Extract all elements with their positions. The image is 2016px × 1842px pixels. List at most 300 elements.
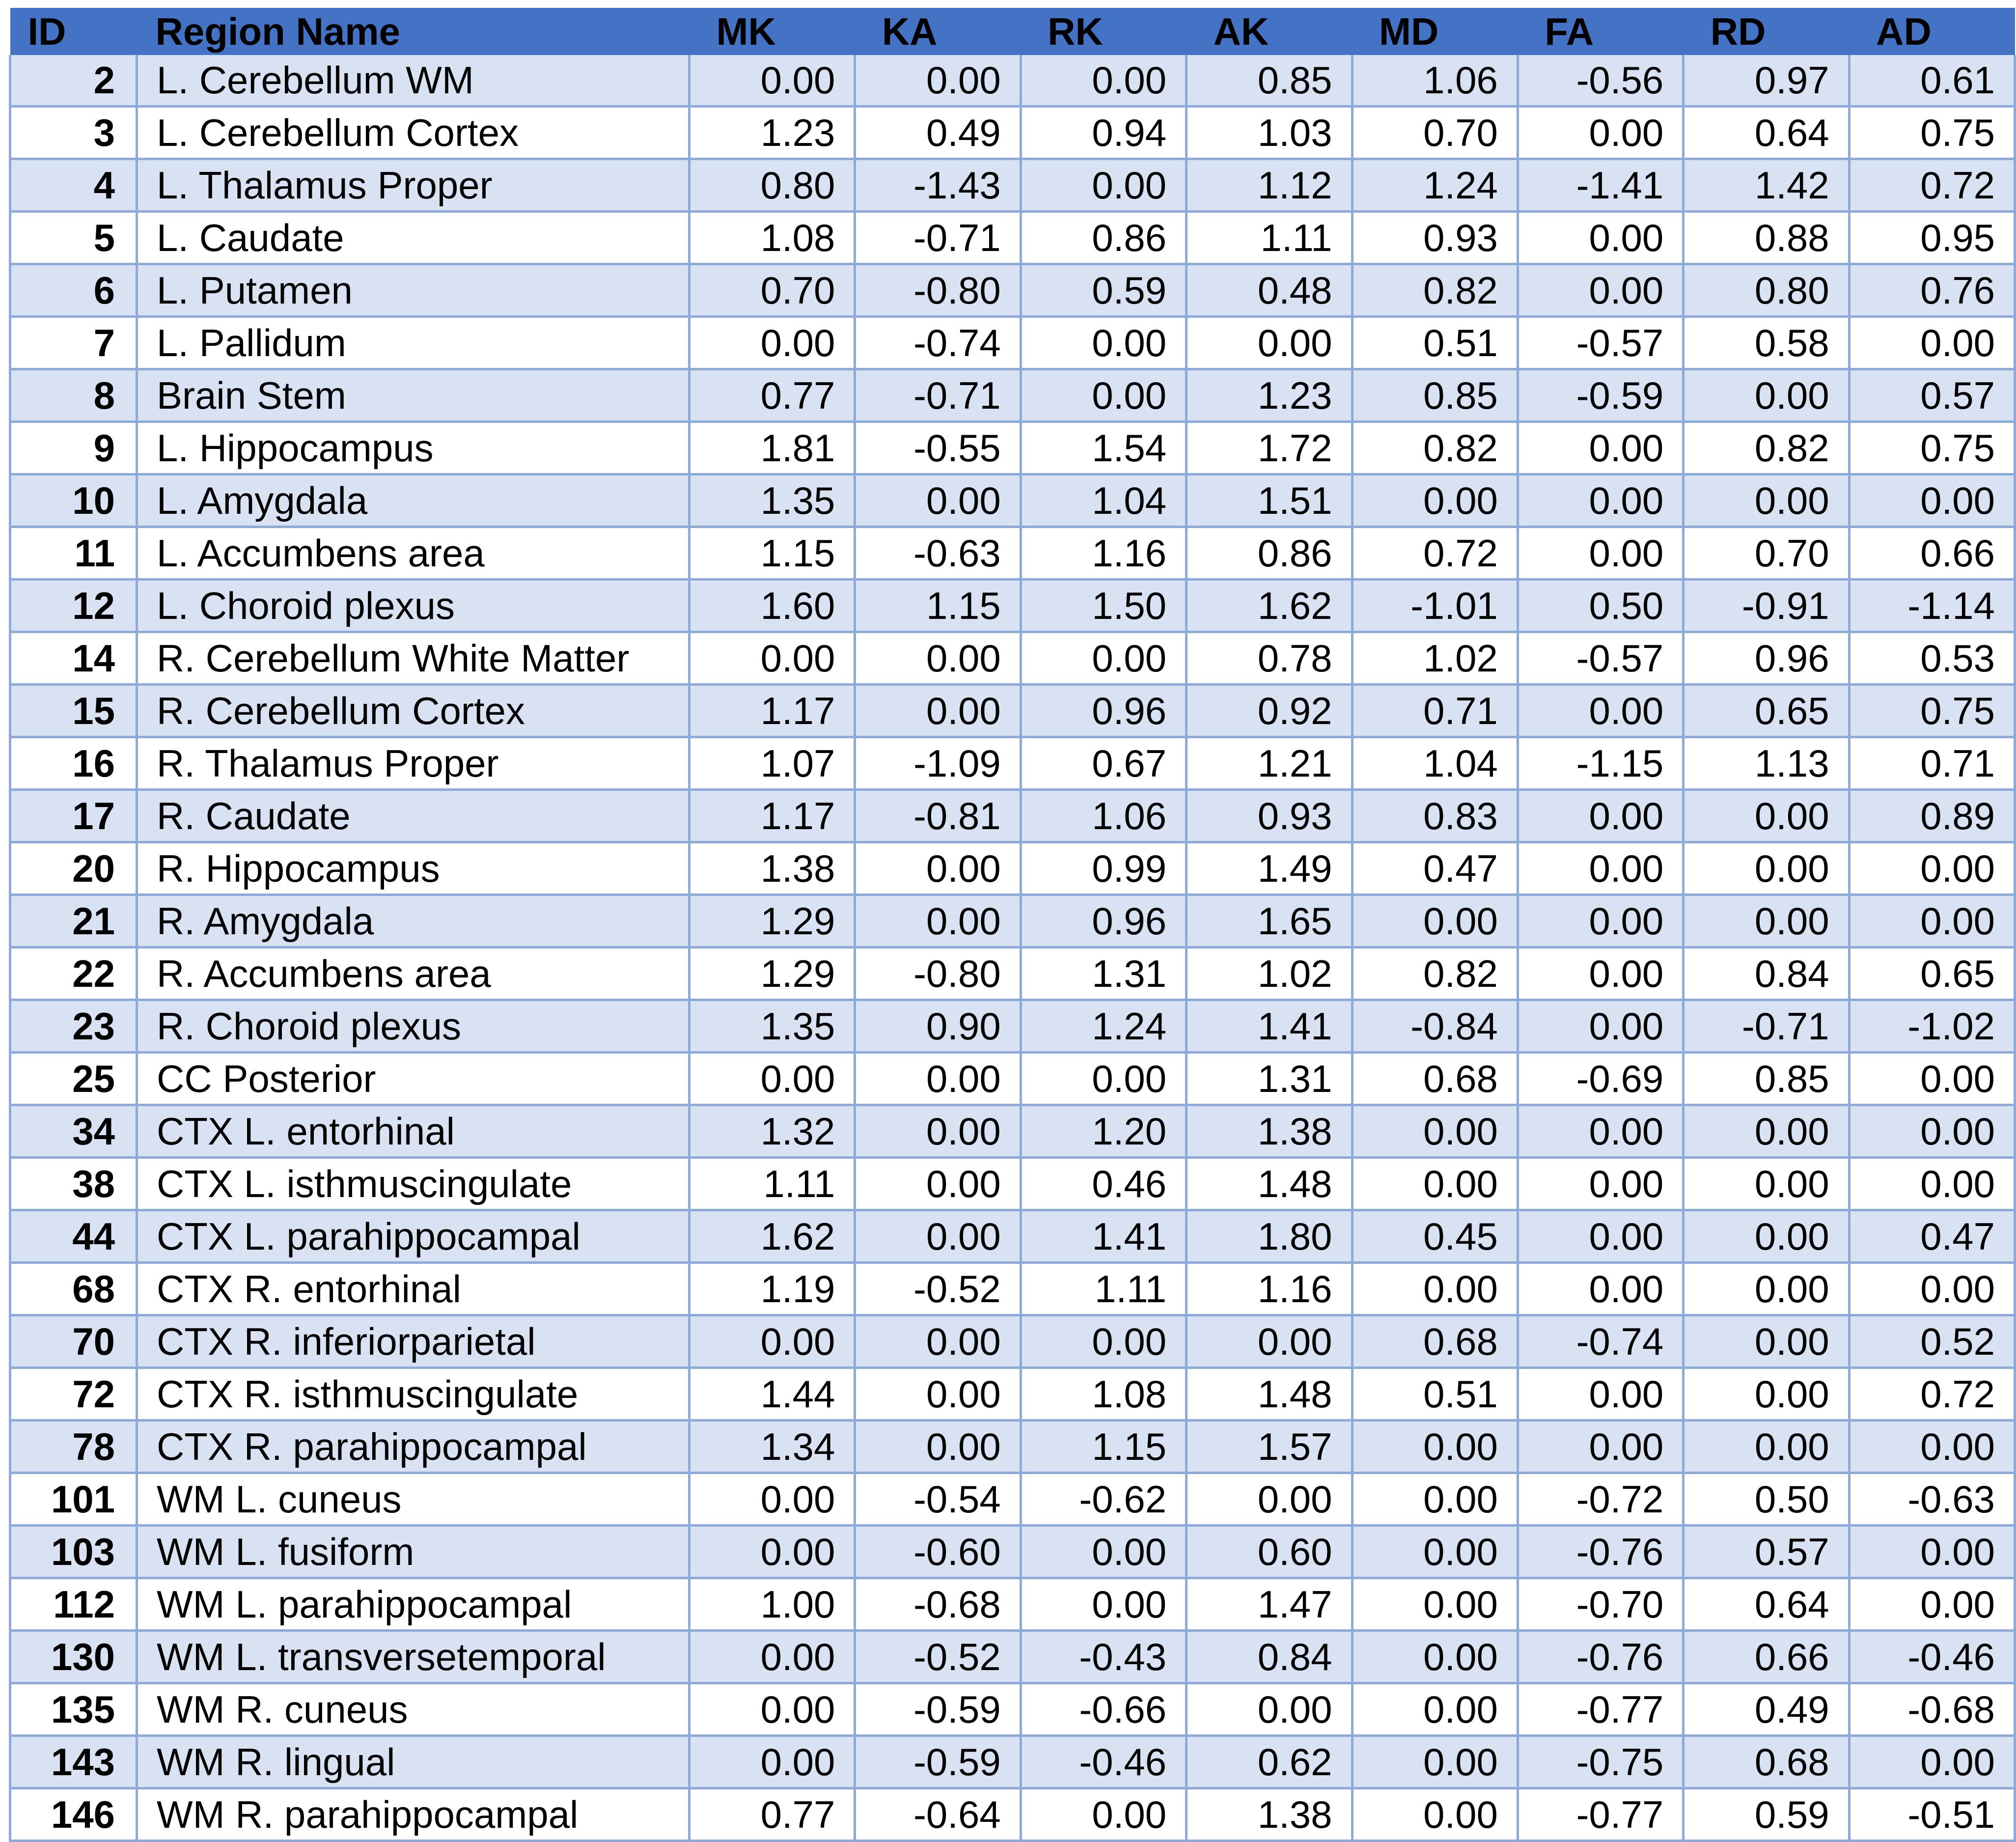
cell-rd: 0.00 — [1684, 1421, 1849, 1473]
cell-md: 0.71 — [1352, 685, 1518, 737]
table-row — [10, 317, 2015, 369]
cell-ka: 0.00 — [855, 632, 1021, 685]
cell-rd: 1.42 — [1684, 159, 1849, 212]
cell-rk: 0.96 — [1021, 895, 1186, 948]
cell-mk: 1.29 — [690, 948, 855, 1000]
cell-ad: 0.75 — [1849, 107, 2015, 159]
table-row — [10, 159, 2015, 212]
cell-md: 1.06 — [1352, 55, 1518, 107]
table-row — [10, 1473, 2015, 1526]
cell-fa: 0.00 — [1518, 842, 1683, 895]
cell-fa: -0.69 — [1518, 1053, 1683, 1105]
cell-fa: -1.41 — [1518, 159, 1683, 212]
cell-region-name: R. Thalamus Proper — [137, 737, 690, 790]
cell-id: 135 — [10, 1683, 137, 1736]
table-row — [10, 790, 2015, 842]
cell-mk: 1.60 — [690, 580, 855, 632]
cell-fa: -0.72 — [1518, 1473, 1683, 1526]
cell-ka: 0.00 — [855, 55, 1021, 107]
cell-mk: 1.35 — [690, 1000, 855, 1053]
table-row — [10, 1631, 2015, 1683]
cell-fa: 0.00 — [1518, 107, 1683, 159]
cell-fa: -0.77 — [1518, 1788, 1683, 1841]
cell-region-name: WM R. cuneus — [137, 1683, 690, 1736]
cell-mk: 0.00 — [690, 1683, 855, 1736]
cell-fa: 0.00 — [1518, 1368, 1683, 1421]
cell-mk: 1.81 — [690, 422, 855, 474]
cell-fa: -0.57 — [1518, 632, 1683, 685]
cell-id: 21 — [10, 895, 137, 948]
cell-rd: 0.00 — [1684, 842, 1849, 895]
cell-ad: 0.00 — [1849, 1105, 2015, 1158]
cell-rd: 0.88 — [1684, 212, 1849, 264]
cell-rd: 0.64 — [1684, 1578, 1849, 1631]
cell-ad: 0.71 — [1849, 737, 2015, 790]
cell-ad: 0.53 — [1849, 632, 2015, 685]
table-row — [10, 1105, 2015, 1158]
cell-rk: 0.86 — [1021, 212, 1186, 264]
cell-fa: 0.00 — [1518, 474, 1683, 527]
cell-ad: -0.46 — [1849, 1631, 2015, 1683]
cell-region-name: R. Choroid plexus — [137, 1000, 690, 1053]
cell-id: 15 — [10, 685, 137, 737]
cell-region-name: L. Hippocampus — [137, 422, 690, 474]
column-header-md: MD — [1352, 8, 1518, 55]
table-row — [10, 685, 2015, 737]
cell-ak: 1.11 — [1187, 212, 1352, 264]
cell-md: 0.68 — [1352, 1315, 1518, 1368]
cell-mk: 0.00 — [690, 1736, 855, 1788]
cell-ka: -0.55 — [855, 422, 1021, 474]
cell-rk: 0.00 — [1021, 1315, 1186, 1368]
cell-id: 23 — [10, 1000, 137, 1053]
cell-ak: 1.02 — [1187, 948, 1352, 1000]
cell-md: 0.00 — [1352, 1683, 1518, 1736]
cell-rk: 1.06 — [1021, 790, 1186, 842]
cell-id: 78 — [10, 1421, 137, 1473]
cell-region-name: R. Accumbens area — [137, 948, 690, 1000]
cell-ka: -0.52 — [855, 1631, 1021, 1683]
cell-md: 0.00 — [1352, 1105, 1518, 1158]
cell-fa: -0.70 — [1518, 1578, 1683, 1631]
cell-ka: 0.00 — [855, 895, 1021, 948]
cell-ka: 0.49 — [855, 107, 1021, 159]
cell-fa: -0.75 — [1518, 1736, 1683, 1788]
cell-md: 0.82 — [1352, 948, 1518, 1000]
cell-ka: -0.80 — [855, 948, 1021, 1000]
cell-ka: -0.52 — [855, 1263, 1021, 1315]
cell-fa: 0.00 — [1518, 790, 1683, 842]
cell-ka: -0.71 — [855, 212, 1021, 264]
cell-md: 1.04 — [1352, 737, 1518, 790]
cell-ak: 0.00 — [1187, 1315, 1352, 1368]
cell-ka: -0.71 — [855, 369, 1021, 422]
header-row — [10, 8, 2015, 55]
cell-fa: -0.59 — [1518, 369, 1683, 422]
cell-fa: -0.57 — [1518, 317, 1683, 369]
cell-ad: 0.00 — [1849, 895, 2015, 948]
cell-ad: 0.89 — [1849, 790, 2015, 842]
cell-rk: 1.15 — [1021, 1421, 1186, 1473]
cell-ka: -0.68 — [855, 1578, 1021, 1631]
cell-id: 130 — [10, 1631, 137, 1683]
cell-ak: 0.60 — [1187, 1526, 1352, 1578]
cell-region-name: WM L. transversetemporal — [137, 1631, 690, 1683]
cell-ad: 0.00 — [1849, 474, 2015, 527]
cell-fa: 0.00 — [1518, 1210, 1683, 1263]
cell-region-name: CTX L. isthmuscingulate — [137, 1158, 690, 1210]
cell-ka: -0.54 — [855, 1473, 1021, 1526]
cell-ka: -0.74 — [855, 317, 1021, 369]
cell-mk: 1.32 — [690, 1105, 855, 1158]
cell-rd: 0.59 — [1684, 1788, 1849, 1841]
cell-region-name: Brain Stem — [137, 369, 690, 422]
cell-ka: 0.00 — [855, 474, 1021, 527]
cell-ak: 1.38 — [1187, 1105, 1352, 1158]
cell-ak: 1.41 — [1187, 1000, 1352, 1053]
cell-ak: 0.00 — [1187, 317, 1352, 369]
cell-ad: 0.52 — [1849, 1315, 2015, 1368]
cell-fa: 0.00 — [1518, 1421, 1683, 1473]
cell-rd: 0.58 — [1684, 317, 1849, 369]
cell-md: 0.00 — [1352, 1263, 1518, 1315]
cell-id: 101 — [10, 1473, 137, 1526]
cell-rk: 1.54 — [1021, 422, 1186, 474]
column-header-mk: MK — [690, 8, 855, 55]
cell-region-name: R. Hippocampus — [137, 842, 690, 895]
cell-id: 7 — [10, 317, 137, 369]
cell-rk: 0.00 — [1021, 317, 1186, 369]
cell-ad: 0.00 — [1849, 842, 2015, 895]
cell-id: 103 — [10, 1526, 137, 1578]
cell-mk: 1.38 — [690, 842, 855, 895]
region-metrics-table — [9, 8, 2016, 1842]
table-row — [10, 1683, 2015, 1736]
cell-ka: 0.90 — [855, 1000, 1021, 1053]
cell-region-name: L. Cerebellum WM — [137, 55, 690, 107]
cell-ad: 0.00 — [1849, 1263, 2015, 1315]
cell-mk: 1.08 — [690, 212, 855, 264]
cell-rk: -0.43 — [1021, 1631, 1186, 1683]
cell-ad: -1.02 — [1849, 1000, 2015, 1053]
cell-id: 20 — [10, 842, 137, 895]
cell-rd: -0.71 — [1684, 1000, 1849, 1053]
cell-ad: 0.00 — [1849, 1526, 2015, 1578]
cell-id: 2 — [10, 55, 137, 107]
cell-md: 0.45 — [1352, 1210, 1518, 1263]
cell-ka: 0.00 — [855, 1105, 1021, 1158]
cell-ak: 0.00 — [1187, 1473, 1352, 1526]
cell-fa: 0.00 — [1518, 1158, 1683, 1210]
cell-region-name: L. Putamen — [137, 264, 690, 317]
cell-md: 0.00 — [1352, 1526, 1518, 1578]
cell-id: 11 — [10, 527, 137, 580]
cell-rk: 0.00 — [1021, 1053, 1186, 1105]
column-header-rd: RD — [1684, 8, 1849, 55]
cell-ad: 0.65 — [1849, 948, 2015, 1000]
table-row — [10, 527, 2015, 580]
cell-fa: 0.00 — [1518, 264, 1683, 317]
cell-rk: 0.67 — [1021, 737, 1186, 790]
cell-region-name: WM R. parahippocampal — [137, 1788, 690, 1841]
cell-region-name: WM L. parahippocampal — [137, 1578, 690, 1631]
cell-rd: 0.65 — [1684, 685, 1849, 737]
cell-md: 0.82 — [1352, 264, 1518, 317]
cell-rk: 0.00 — [1021, 159, 1186, 212]
cell-fa: 0.00 — [1518, 895, 1683, 948]
cell-region-name: WM L. fusiform — [137, 1526, 690, 1578]
cell-mk: 1.34 — [690, 1421, 855, 1473]
cell-rk: 1.31 — [1021, 948, 1186, 1000]
table-row — [10, 1578, 2015, 1631]
table-body — [10, 55, 2015, 1841]
cell-ad: -0.68 — [1849, 1683, 2015, 1736]
cell-ak: 1.03 — [1187, 107, 1352, 159]
cell-mk: 1.23 — [690, 107, 855, 159]
table-row — [10, 1788, 2015, 1841]
cell-rd: 1.13 — [1684, 737, 1849, 790]
cell-id: 3 — [10, 107, 137, 159]
table-row — [10, 1263, 2015, 1315]
cell-ka: 0.00 — [855, 1210, 1021, 1263]
cell-ad: 0.00 — [1849, 1053, 2015, 1105]
cell-mk: 1.35 — [690, 474, 855, 527]
cell-md: 0.00 — [1352, 1736, 1518, 1788]
cell-ka: -0.59 — [855, 1736, 1021, 1788]
cell-id: 22 — [10, 948, 137, 1000]
cell-rd: 0.64 — [1684, 107, 1849, 159]
cell-fa: -1.15 — [1518, 737, 1683, 790]
cell-md: 0.93 — [1352, 212, 1518, 264]
cell-rd: 0.00 — [1684, 895, 1849, 948]
cell-md: 0.00 — [1352, 1578, 1518, 1631]
cell-id: 146 — [10, 1788, 137, 1841]
cell-ak: 1.12 — [1187, 159, 1352, 212]
cell-mk: 1.15 — [690, 527, 855, 580]
cell-ad: -0.63 — [1849, 1473, 2015, 1526]
cell-rk: 0.00 — [1021, 1788, 1186, 1841]
cell-ad: -1.14 — [1849, 580, 2015, 632]
cell-id: 4 — [10, 159, 137, 212]
cell-fa: -0.76 — [1518, 1526, 1683, 1578]
cell-md: 1.02 — [1352, 632, 1518, 685]
cell-md: 0.68 — [1352, 1053, 1518, 1105]
table-row — [10, 737, 2015, 790]
table-row — [10, 580, 2015, 632]
cell-region-name: L. Accumbens area — [137, 527, 690, 580]
table-row — [10, 632, 2015, 685]
cell-ka: -0.80 — [855, 264, 1021, 317]
cell-mk: 0.00 — [690, 1473, 855, 1526]
cell-ad: 0.66 — [1849, 527, 2015, 580]
cell-ak: 0.78 — [1187, 632, 1352, 685]
cell-rd: 0.57 — [1684, 1526, 1849, 1578]
table-row — [10, 1736, 2015, 1788]
cell-mk: 1.07 — [690, 737, 855, 790]
cell-rk: 1.20 — [1021, 1105, 1186, 1158]
cell-ka: 0.00 — [855, 1421, 1021, 1473]
table-row — [10, 264, 2015, 317]
column-header-region-name: Region Name — [137, 8, 690, 55]
cell-rk: 0.00 — [1021, 55, 1186, 107]
cell-rk: -0.46 — [1021, 1736, 1186, 1788]
cell-ad: 0.00 — [1849, 1421, 2015, 1473]
table-row — [10, 895, 2015, 948]
cell-region-name: R. Amygdala — [137, 895, 690, 948]
cell-ka: 0.00 — [855, 1158, 1021, 1210]
cell-id: 17 — [10, 790, 137, 842]
cell-id: 6 — [10, 264, 137, 317]
cell-mk: 0.70 — [690, 264, 855, 317]
cell-rd: 0.66 — [1684, 1631, 1849, 1683]
cell-ak: 1.31 — [1187, 1053, 1352, 1105]
cell-ka: 0.00 — [855, 1315, 1021, 1368]
cell-ak: 0.85 — [1187, 55, 1352, 107]
cell-id: 14 — [10, 632, 137, 685]
cell-ad: 0.00 — [1849, 317, 2015, 369]
table-row — [10, 1210, 2015, 1263]
cell-ad: 0.00 — [1849, 1578, 2015, 1631]
cell-rd: 0.00 — [1684, 1158, 1849, 1210]
cell-region-name: L. Cerebellum Cortex — [137, 107, 690, 159]
cell-rk: 0.99 — [1021, 842, 1186, 895]
column-header-fa: FA — [1518, 8, 1683, 55]
cell-ak: 1.72 — [1187, 422, 1352, 474]
cell-md: 0.51 — [1352, 1368, 1518, 1421]
cell-md: -1.01 — [1352, 580, 1518, 632]
cell-rd: 0.68 — [1684, 1736, 1849, 1788]
cell-mk: 1.44 — [690, 1368, 855, 1421]
cell-region-name: CTX R. parahippocampal — [137, 1421, 690, 1473]
cell-rk: 1.24 — [1021, 1000, 1186, 1053]
cell-mk: 0.80 — [690, 159, 855, 212]
cell-ak: 1.80 — [1187, 1210, 1352, 1263]
cell-mk: 1.17 — [690, 685, 855, 737]
cell-mk: 1.29 — [690, 895, 855, 948]
cell-rd: 0.85 — [1684, 1053, 1849, 1105]
cell-ad: 0.75 — [1849, 422, 2015, 474]
cell-id: 68 — [10, 1263, 137, 1315]
cell-rk: 1.04 — [1021, 474, 1186, 527]
cell-id: 9 — [10, 422, 137, 474]
table-row — [10, 1421, 2015, 1473]
cell-ak: 1.38 — [1187, 1788, 1352, 1841]
table-row — [10, 948, 2015, 1000]
cell-md: 0.72 — [1352, 527, 1518, 580]
cell-mk: 1.00 — [690, 1578, 855, 1631]
cell-ak: 1.62 — [1187, 580, 1352, 632]
cell-id: 72 — [10, 1368, 137, 1421]
cell-rd: 0.00 — [1684, 1263, 1849, 1315]
table-row — [10, 422, 2015, 474]
cell-ak: 1.57 — [1187, 1421, 1352, 1473]
cell-ka: -0.59 — [855, 1683, 1021, 1736]
cell-md: 0.00 — [1352, 474, 1518, 527]
cell-ad: 0.61 — [1849, 55, 2015, 107]
cell-fa: -0.56 — [1518, 55, 1683, 107]
cell-fa: 0.00 — [1518, 422, 1683, 474]
cell-md: 0.00 — [1352, 1473, 1518, 1526]
cell-ka: -0.60 — [855, 1526, 1021, 1578]
cell-id: 5 — [10, 212, 137, 264]
cell-region-name: R. Caudate — [137, 790, 690, 842]
cell-region-name: L. Pallidum — [137, 317, 690, 369]
table-row — [10, 55, 2015, 107]
cell-rd: 0.00 — [1684, 1105, 1849, 1158]
cell-rk: 1.08 — [1021, 1368, 1186, 1421]
cell-id: 112 — [10, 1578, 137, 1631]
cell-fa: 0.00 — [1518, 212, 1683, 264]
cell-region-name: WM L. cuneus — [137, 1473, 690, 1526]
cell-md: 0.47 — [1352, 842, 1518, 895]
cell-rk: 0.00 — [1021, 1526, 1186, 1578]
cell-fa: -0.77 — [1518, 1683, 1683, 1736]
cell-md: 0.70 — [1352, 107, 1518, 159]
cell-rd: 0.00 — [1684, 474, 1849, 527]
cell-id: 12 — [10, 580, 137, 632]
cell-ka: 1.15 — [855, 580, 1021, 632]
cell-id: 38 — [10, 1158, 137, 1210]
table-row — [10, 1000, 2015, 1053]
cell-region-name: L. Amygdala — [137, 474, 690, 527]
cell-ka: 0.00 — [855, 685, 1021, 737]
cell-ak: 1.48 — [1187, 1158, 1352, 1210]
cell-region-name: CTX R. inferiorparietal — [137, 1315, 690, 1368]
cell-ak: 0.93 — [1187, 790, 1352, 842]
cell-ka: 0.00 — [855, 1053, 1021, 1105]
cell-md: 0.00 — [1352, 1421, 1518, 1473]
cell-rd: 0.00 — [1684, 790, 1849, 842]
cell-mk: 1.62 — [690, 1210, 855, 1263]
table-row — [10, 1315, 2015, 1368]
cell-rk: -0.66 — [1021, 1683, 1186, 1736]
cell-ak: 0.62 — [1187, 1736, 1352, 1788]
cell-fa: -0.74 — [1518, 1315, 1683, 1368]
cell-ka: 0.00 — [855, 842, 1021, 895]
column-header-ka: KA — [855, 8, 1021, 55]
cell-rk: 0.96 — [1021, 685, 1186, 737]
cell-fa: 0.00 — [1518, 948, 1683, 1000]
cell-md: 0.82 — [1352, 422, 1518, 474]
cell-ak: 1.16 — [1187, 1263, 1352, 1315]
cell-rk: -0.62 — [1021, 1473, 1186, 1526]
cell-ak: 1.51 — [1187, 474, 1352, 527]
table-row — [10, 842, 2015, 895]
cell-rk: 1.16 — [1021, 527, 1186, 580]
cell-ak: 1.23 — [1187, 369, 1352, 422]
cell-md: 0.00 — [1352, 895, 1518, 948]
cell-rd: 0.00 — [1684, 1210, 1849, 1263]
cell-ad: 0.75 — [1849, 685, 2015, 737]
cell-rd: 0.00 — [1684, 1368, 1849, 1421]
cell-ka: -1.09 — [855, 737, 1021, 790]
cell-fa: 0.00 — [1518, 1105, 1683, 1158]
table-container — [9, 8, 2014, 1842]
cell-id: 8 — [10, 369, 137, 422]
column-header-ak: AK — [1187, 8, 1352, 55]
table-row — [10, 107, 2015, 159]
cell-ak: 0.86 — [1187, 527, 1352, 580]
cell-region-name: L. Thalamus Proper — [137, 159, 690, 212]
cell-fa: 0.00 — [1518, 527, 1683, 580]
column-header-ad: AD — [1849, 8, 2015, 55]
cell-region-name: R. Cerebellum White Matter — [137, 632, 690, 685]
cell-rd: 0.96 — [1684, 632, 1849, 685]
cell-rd: 0.70 — [1684, 527, 1849, 580]
cell-ak: 1.47 — [1187, 1578, 1352, 1631]
cell-ad: 0.00 — [1849, 1158, 2015, 1210]
cell-rd: 0.80 — [1684, 264, 1849, 317]
